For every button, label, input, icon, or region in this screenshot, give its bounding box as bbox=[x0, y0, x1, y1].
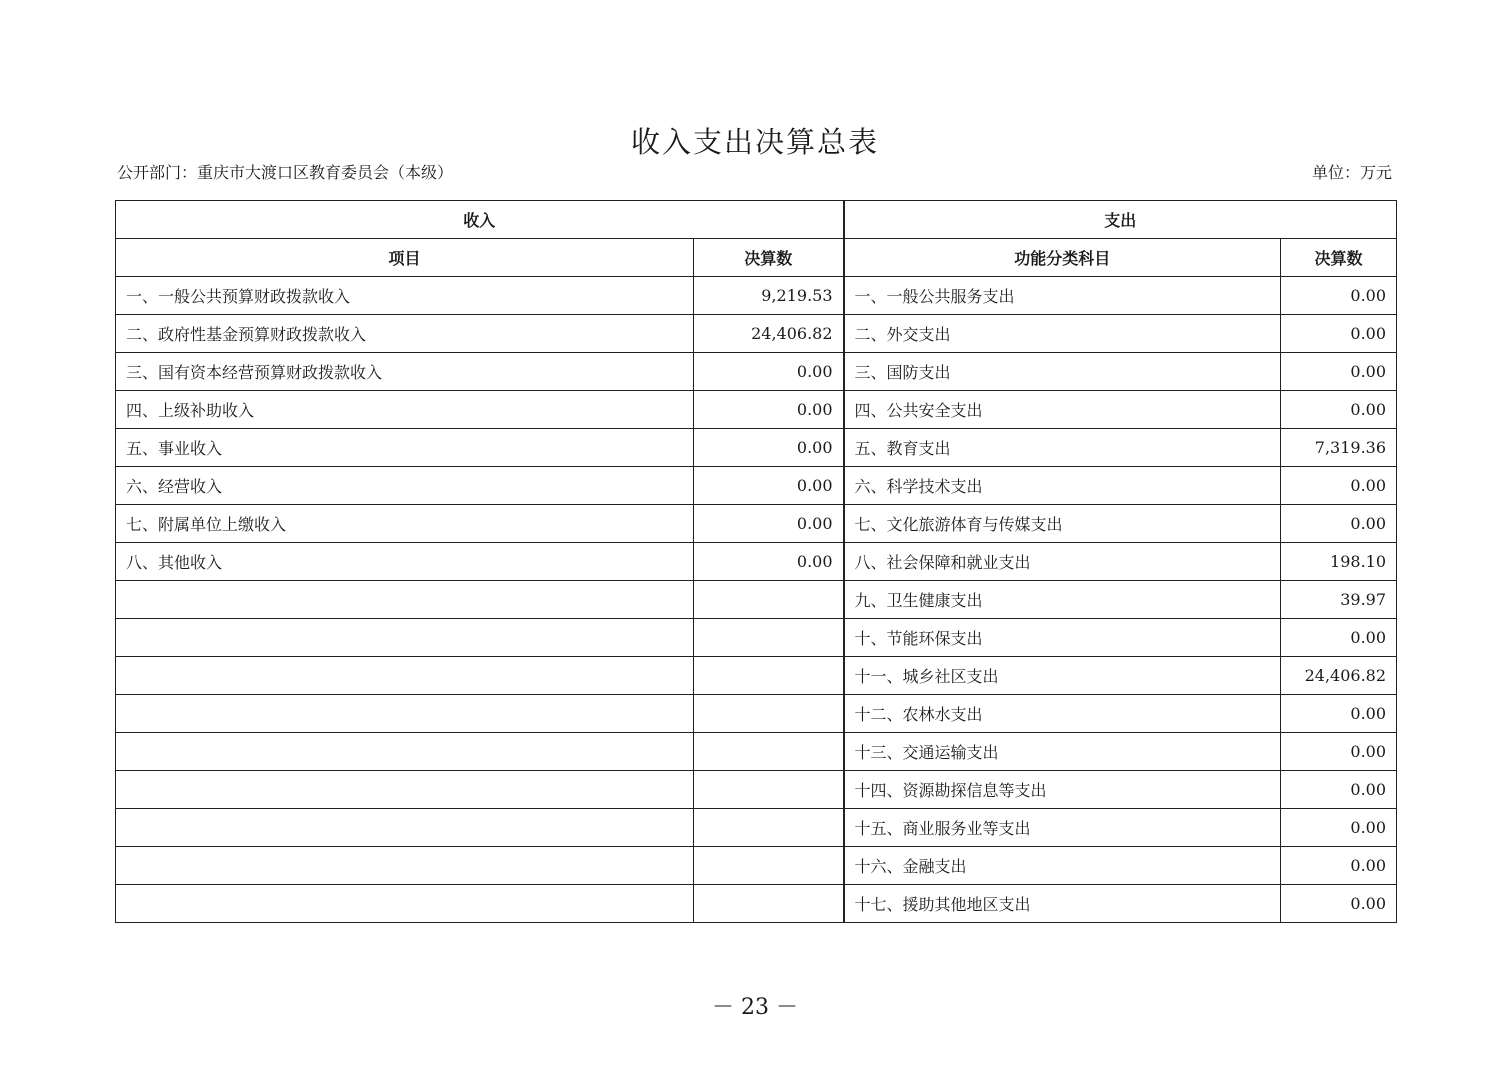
expense-amount-cell: 0.00 bbox=[1281, 353, 1397, 391]
expense-item-cell: 十、节能环保支出 bbox=[844, 619, 1281, 657]
expense-amount-cell: 0.00 bbox=[1281, 277, 1397, 315]
income-item-cell bbox=[116, 657, 694, 695]
income-amount-cell: 0.00 bbox=[694, 429, 844, 467]
table-row bbox=[116, 543, 1397, 581]
income-amount-cell: 24,406.82 bbox=[694, 315, 844, 353]
table-row bbox=[116, 353, 1397, 391]
page-number: － 23 － bbox=[712, 995, 798, 1020]
expense-amount-cell: 198.10 bbox=[1281, 543, 1397, 581]
expense-amount-cell: 7,319.36 bbox=[1281, 429, 1397, 467]
income-amount-cell bbox=[694, 809, 844, 847]
income-item-cell bbox=[116, 847, 694, 885]
income-amount-cell: 0.00 bbox=[694, 505, 844, 543]
income-amount-cell bbox=[694, 771, 844, 809]
expense-amount-cell: 0.00 bbox=[1281, 885, 1397, 923]
expense-item-cell: 十三、交通运输支出 bbox=[844, 733, 1281, 771]
income-item-cell: 七、附属单位上缴收入 bbox=[116, 505, 694, 543]
expense-amount-cell: 39.97 bbox=[1281, 581, 1397, 619]
expense-item-cell: 十七、援助其他地区支出 bbox=[844, 885, 1281, 923]
expense-amount-cell: 0.00 bbox=[1281, 733, 1397, 771]
table-row bbox=[116, 809, 1397, 847]
table-row bbox=[116, 695, 1397, 733]
income-item-cell bbox=[116, 771, 694, 809]
income-amount-cell bbox=[694, 619, 844, 657]
expense-item-cell: 十五、商业服务业等支出 bbox=[844, 809, 1281, 847]
table-row bbox=[116, 771, 1397, 809]
table-header-row bbox=[116, 239, 1397, 277]
income-item-header: 项目 bbox=[116, 239, 694, 277]
income-amount-cell bbox=[694, 885, 844, 923]
expense-amount-cell: 0.00 bbox=[1281, 391, 1397, 429]
income-item-cell: 八、其他收入 bbox=[116, 543, 694, 581]
income-amount-header: 决算数 bbox=[694, 239, 844, 277]
income-item-cell: 五、事业收入 bbox=[116, 429, 694, 467]
expense-item-cell: 十二、农林水支出 bbox=[844, 695, 1281, 733]
expense-item-cell: 九、卫生健康支出 bbox=[844, 581, 1281, 619]
table-row bbox=[116, 505, 1397, 543]
expense-header: 支出 bbox=[844, 201, 1397, 239]
expense-amount-cell: 0.00 bbox=[1281, 619, 1397, 657]
income-item-cell bbox=[116, 695, 694, 733]
table-row bbox=[116, 885, 1397, 923]
expense-amount-cell: 0.00 bbox=[1281, 505, 1397, 543]
income-amount-cell: 0.00 bbox=[694, 467, 844, 505]
table-row bbox=[116, 467, 1397, 505]
expense-item-cell: 六、科学技术支出 bbox=[844, 467, 1281, 505]
expense-item-cell: 一、一般公共服务支出 bbox=[844, 277, 1281, 315]
income-amount-cell: 9,219.53 bbox=[694, 277, 844, 315]
income-item-cell bbox=[116, 809, 694, 847]
table-body bbox=[116, 277, 1397, 923]
expense-item-cell: 二、外交支出 bbox=[844, 315, 1281, 353]
income-item-cell bbox=[116, 619, 694, 657]
table-row bbox=[116, 847, 1397, 885]
expense-item-cell: 五、教育支出 bbox=[844, 429, 1281, 467]
expense-amount-cell: 0.00 bbox=[1281, 847, 1397, 885]
expense-amount-cell: 0.00 bbox=[1281, 467, 1397, 505]
income-amount-cell bbox=[694, 733, 844, 771]
income-item-cell bbox=[116, 733, 694, 771]
income-item-cell bbox=[116, 581, 694, 619]
table-row bbox=[116, 277, 1397, 315]
income-item-cell: 三、国有资本经营预算财政拨款收入 bbox=[116, 353, 694, 391]
expense-amount-cell: 24,406.82 bbox=[1281, 657, 1397, 695]
table-row bbox=[116, 733, 1397, 771]
table-row bbox=[116, 581, 1397, 619]
table-row bbox=[116, 429, 1397, 467]
table-row bbox=[116, 657, 1397, 695]
table-row bbox=[116, 315, 1397, 353]
table-row bbox=[116, 619, 1397, 657]
department-label: 公开部门：重庆市大渡口区教育委员会（本级） bbox=[117, 163, 454, 182]
expense-item-cell: 四、公共安全支出 bbox=[844, 391, 1281, 429]
expense-amount-header: 决算数 bbox=[1281, 239, 1397, 277]
expense-amount-cell: 0.00 bbox=[1281, 809, 1397, 847]
expense-item-cell: 八、社会保障和就业支出 bbox=[844, 543, 1281, 581]
table-header-group-row bbox=[116, 201, 1397, 239]
income-item-cell: 六、经营收入 bbox=[116, 467, 694, 505]
income-amount-cell: 0.00 bbox=[694, 543, 844, 581]
income-amount-cell bbox=[694, 657, 844, 695]
expense-item-cell: 十四、资源勘探信息等支出 bbox=[844, 771, 1281, 809]
table-row bbox=[116, 391, 1397, 429]
income-expense-table bbox=[115, 200, 1397, 923]
expense-item-cell: 三、国防支出 bbox=[844, 353, 1281, 391]
income-amount-cell bbox=[694, 581, 844, 619]
income-item-cell: 四、上级补助收入 bbox=[116, 391, 694, 429]
unit-label: 单位：万元 bbox=[1311, 163, 1392, 182]
income-header: 收入 bbox=[116, 201, 844, 239]
expense-item-cell: 十一、城乡社区支出 bbox=[844, 657, 1281, 695]
income-item-cell bbox=[116, 885, 694, 923]
expense-amount-cell: 0.00 bbox=[1281, 315, 1397, 353]
income-amount-cell: 0.00 bbox=[694, 353, 844, 391]
expense-item-cell: 七、文化旅游体育与传媒支出 bbox=[844, 505, 1281, 543]
expense-item-cell: 十六、金融支出 bbox=[844, 847, 1281, 885]
expense-item-header: 功能分类科目 bbox=[844, 239, 1281, 277]
income-item-cell: 一、一般公共预算财政拨款收入 bbox=[116, 277, 694, 315]
income-item-cell: 二、政府性基金预算财政拨款收入 bbox=[116, 315, 694, 353]
income-amount-cell: 0.00 bbox=[694, 391, 844, 429]
income-amount-cell bbox=[694, 695, 844, 733]
income-amount-cell bbox=[694, 847, 844, 885]
page-title: 收入支出决算总表 bbox=[630, 125, 879, 159]
expense-amount-cell: 0.00 bbox=[1281, 695, 1397, 733]
expense-amount-cell: 0.00 bbox=[1281, 771, 1397, 809]
